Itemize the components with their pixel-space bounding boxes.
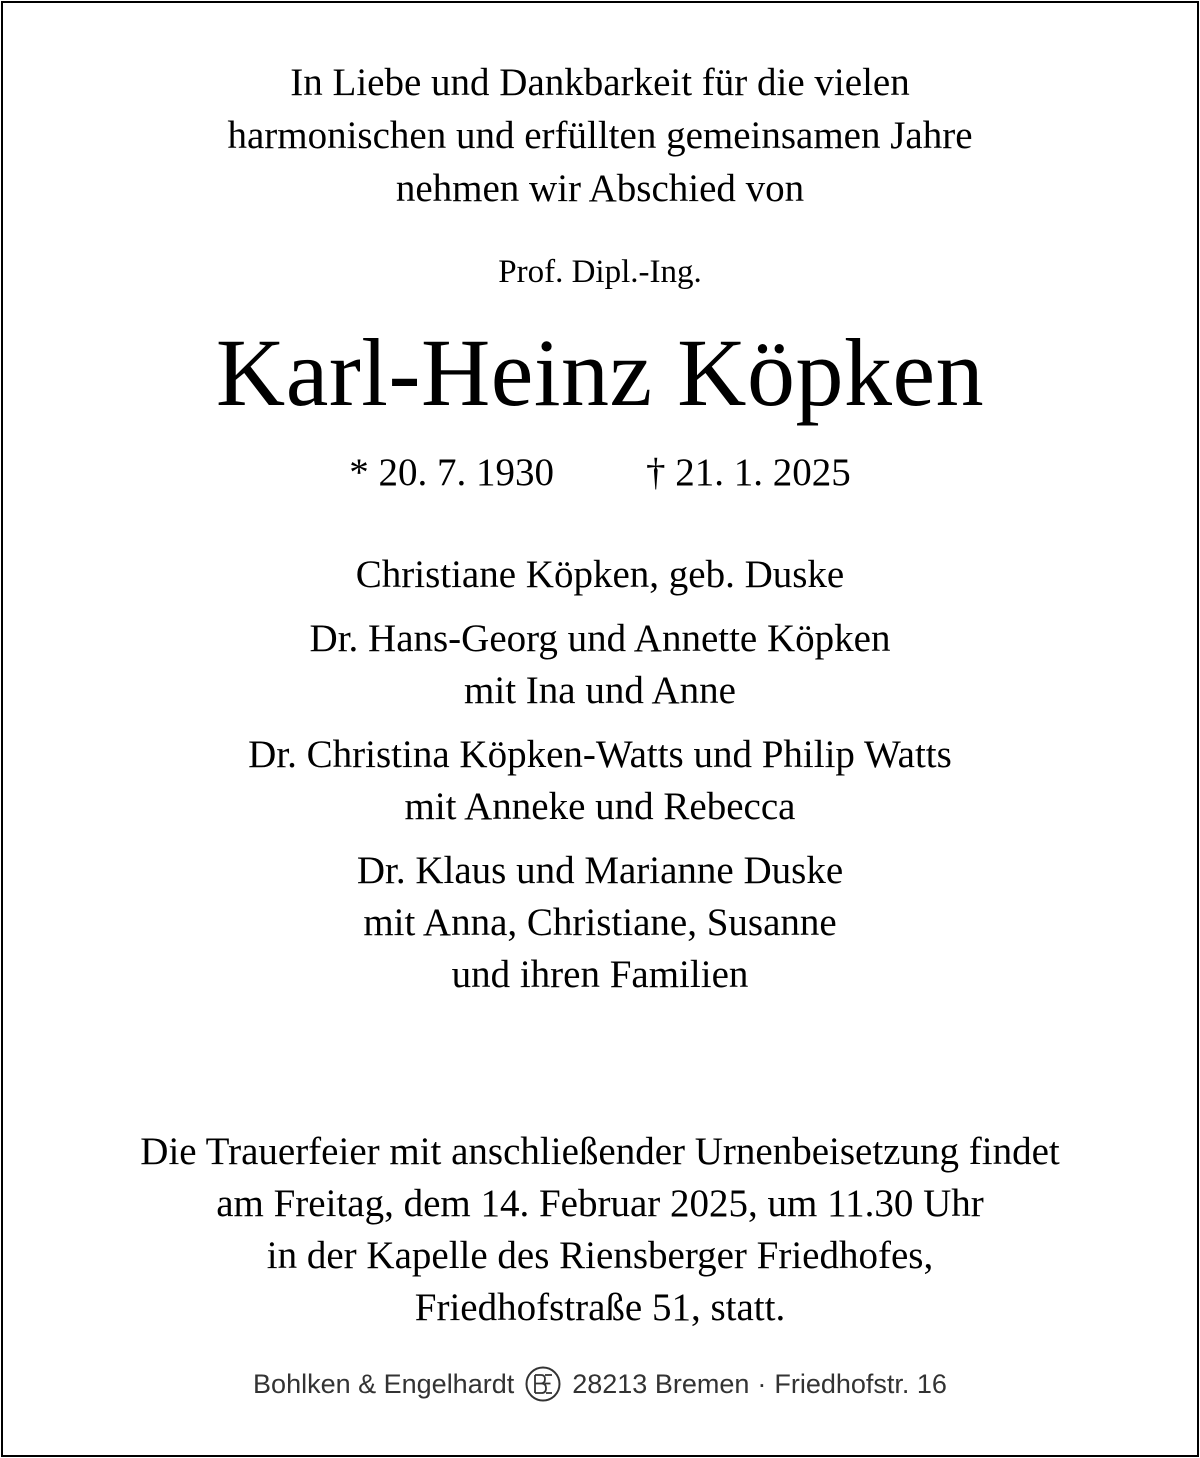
mourner-group (0, 845, 1200, 1001)
mourners-list (0, 549, 1200, 1013)
intro-text (0, 56, 1200, 215)
footer-separator: · (757, 1368, 767, 1399)
ceremony-info (0, 1126, 1200, 1334)
birth-date: * 20. 7. 1930 (349, 451, 554, 494)
mourner-line: und ihren Familien (451, 953, 749, 996)
mourner-line: Dr. Christina Köpken-Watts und Philip Watts (248, 733, 952, 776)
mourner-line: Dr. Klaus und Marianne Duske (356, 849, 844, 892)
funeral-home-name: Bohlken & Engelhardt (253, 1368, 515, 1399)
funeral-home-logo-icon (524, 1365, 562, 1403)
mourner-line: mit Anneke und Rebecca (404, 785, 796, 828)
funeral-home-footer (0, 1364, 1200, 1404)
deceased-name: Karl-Heinz Köpken (215, 319, 985, 426)
academic-title: Prof. Dipl.-Ing. (498, 254, 702, 290)
mourner-line: Dr. Hans-Georg und Annette Köpken (309, 617, 891, 660)
intro-line: In Liebe und Dankbarkeit für die vielen (290, 61, 910, 104)
funeral-home-street: Friedhofstr. 16 (774, 1368, 947, 1399)
mourner-group (0, 729, 1200, 833)
intro-line: nehmen wir Abschied von (395, 167, 805, 210)
funeral-home-city: 28213 Bremen (572, 1368, 750, 1399)
intro-line: harmonischen und erfüllten gemeinsamen Jahre (227, 114, 973, 157)
death-date: † 21. 1. 2025 (646, 451, 851, 494)
ceremony-line: Die Trauerfeier mit anschließender Urnenbeisetzung findet (140, 1130, 1060, 1173)
mourner-group (0, 549, 1200, 601)
mourner-line: Christiane Köpken, geb. Duske (355, 553, 845, 596)
ceremony-line: am Freitag, dem 14. Februar 2025, um 11.30 Uhr (216, 1182, 984, 1225)
ceremony-line: in der Kapelle des Riensberger Friedhofes, (266, 1234, 934, 1277)
life-dates (0, 447, 1200, 499)
ceremony-line: Friedhofstraße 51, statt. (414, 1286, 786, 1329)
mourner-group (0, 613, 1200, 717)
mourner-line: mit Anna, Christiane, Susanne (363, 901, 837, 944)
mourner-line: mit Ina und Anne (464, 669, 736, 712)
